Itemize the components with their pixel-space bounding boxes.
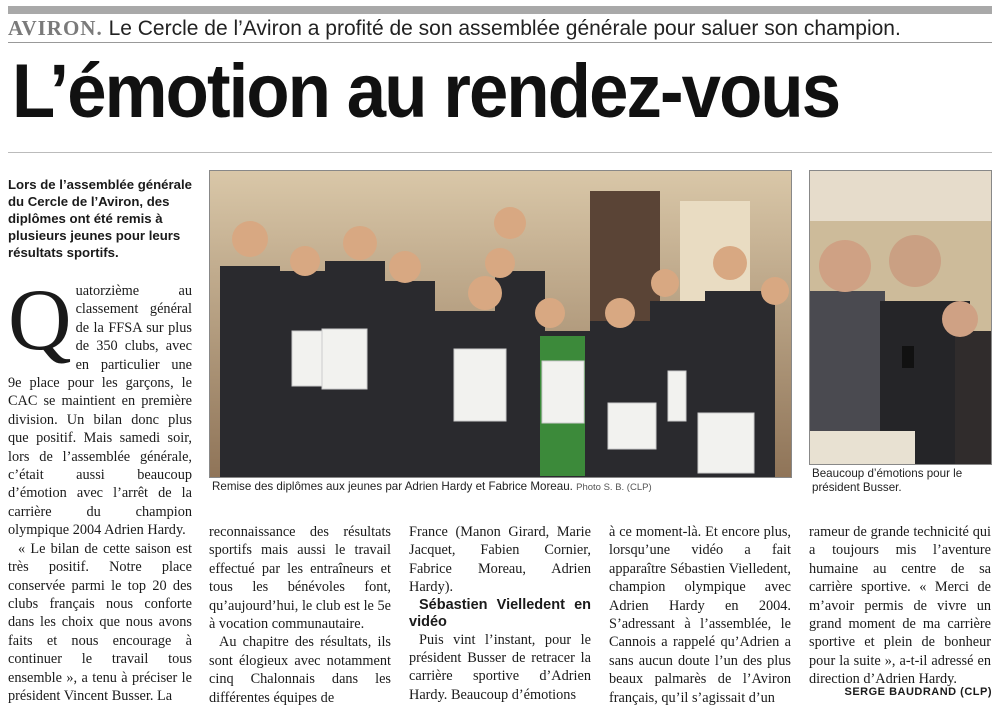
divider: [8, 152, 992, 153]
side-photo: [809, 170, 992, 465]
column-1: [8, 272, 192, 705]
dek: Le Cercle de l’Aviron a profité de son assemblée générale pour saluer son champion.: [108, 17, 901, 40]
main-photo-caption: [212, 480, 792, 495]
column-5: [809, 523, 991, 689]
rubric: AVIRON.: [8, 16, 103, 40]
main-photo-image: [210, 171, 791, 477]
column-4: [609, 523, 791, 707]
subhead: Sébastien Vielledent en vidéo: [409, 596, 591, 630]
headline: L’émotion au rendez-vous: [12, 49, 840, 134]
side-photo-image: [810, 171, 991, 464]
photo-credit: Photo S. B. (CLP): [576, 482, 652, 493]
col1-paragraph-2: « Le bilan de cette saison est très positif. Notre place conservée parmi le top 20 des clubs français nous conforte dans les choix que nous avons faits et nous encourage à continuer le travail tous ensemble », a tenu à préciser le président Vincent Busser. La: [8, 540, 192, 704]
col4-paragraph-1: à ce moment-là. Et encore plus, lorsqu’une vidéo a fait apparaître Sébastien Vielledent, champion olympique avec Adrien Hardy en 2004. S’adressant à l’assemblée, le Cannois a rappelé qu’Adrien a sans aucun doute l’un des plus beaux palmarès de l’Aviron français, qu’il s’agissait d’un: [609, 524, 791, 706]
col2-paragraph-2: Au chapitre des résultats, ils sont élogieux avec notamment cinq Chalonnais dans les différentes équipes de: [209, 634, 391, 706]
chapo: Lors de l’assemblée générale du Cercle de l’Aviron, des diplômes ont été remis à plusieurs jeunes pour leurs résultats sportifs.: [8, 177, 192, 260]
main-caption-text: Remise des diplômes aux jeunes par Adrien Hardy et Fabrice Moreau.: [212, 480, 573, 493]
byline: SERGE BAUDRAND (CLP): [844, 686, 992, 698]
col3-paragraph-2: Puis vint l’instant, pour le président Busser de retracer la carrière sportive d’Adrien Hardy. Beaucoup d’émotions: [409, 631, 591, 703]
col3-paragraph-1: France (Manon Girard, Marie Jacquet, Fabien Cornier, Fabrice Moreau, Adrien Hardy).: [409, 524, 591, 596]
side-photo-caption: Beaucoup d’émotions pour le président Busser.: [812, 467, 963, 494]
main-photo: [209, 170, 792, 478]
col5-paragraph-1: rameur de grande technicité qui a toujours mis l’aventure humaine au centre de sa carrière sportive. « Merci de m’avoir permis de vivre un grand moment de ma carrière sportive et plein de bonheur pour la suite », a-t-il adressé en direction d’Adrien Hardy.: [809, 524, 991, 688]
kicker-line: [8, 14, 992, 43]
column-2: [209, 523, 391, 707]
col1-paragraph-1: uatorzième au classement général de la FFSA sur plus de 350 clubs, avec en particulier une 9e place pour les garçons, le CAC se maintient en première division. Un bilan donc plus que positif. Mais samedi soir, lors de l’assemblée générale, c’était aussi beaucoup d’émotion avec l’arrêt de la carrière du champion olympique 2004 Adrien Hardy.: [8, 283, 192, 539]
dropcap: Q: [8, 272, 72, 369]
col2-paragraph-1: reconnaissance des résultats sportifs mais aussi le travail effectué par les entraîneurs et tous les bénévoles font, qu’aujourd’hui, le club est le 5e à vocation communautaire.: [209, 524, 391, 633]
header-bar: [8, 6, 992, 14]
column-3: [409, 523, 591, 704]
